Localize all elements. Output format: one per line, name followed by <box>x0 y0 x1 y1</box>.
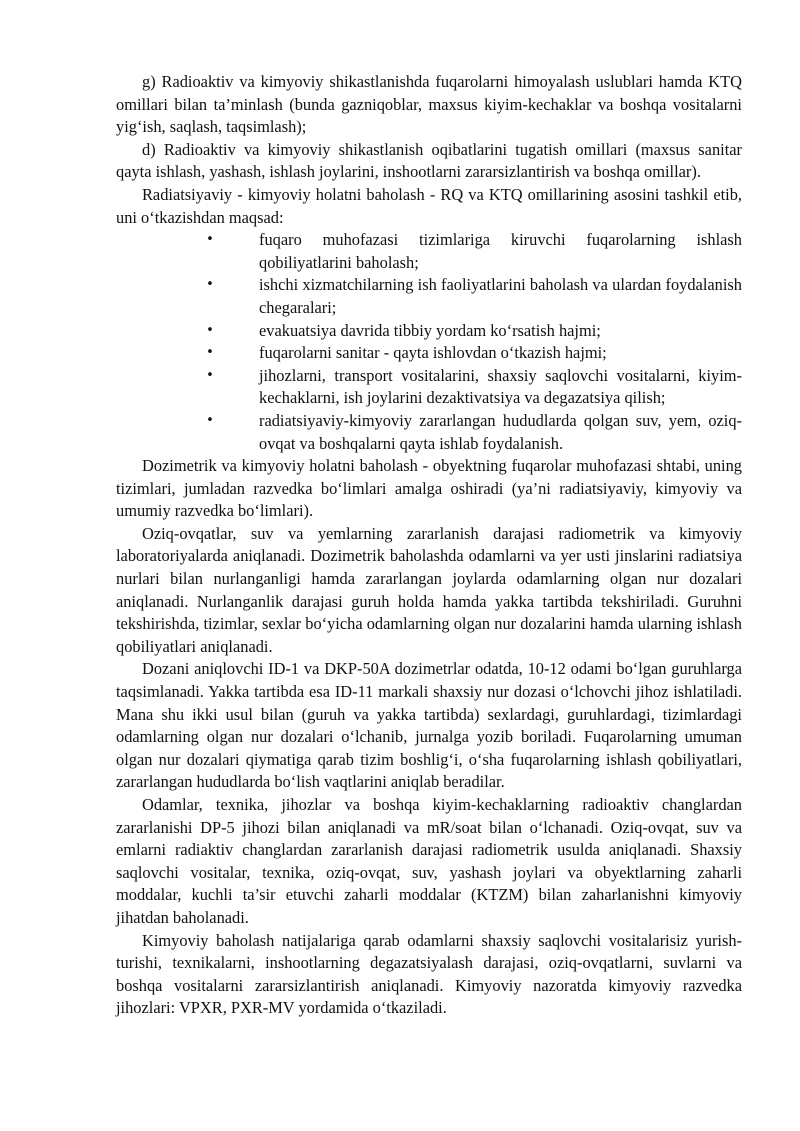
paragraph-d: d) Radioaktiv va kimyoviy shikastlanish oqibatlarini tugatish omillari (maxsus sanitar qayta ishlash, yashash, ishlash joylarini, inshootlarni zararsizlantirish va boshqa omillar). <box>116 139 742 182</box>
list-item <box>181 320 742 343</box>
list-item <box>181 365 742 410</box>
paragraph-dosimeters: Dozani aniqlovchi ID-1 va DKP-50A dozimetrlar odatda, 10-12 odami bo‘lgan guruhlarga taqsimlanadi. Yakka tartibda esa ID-11 markali shaxsiy nur dozasi o‘lchovchi jihoz ishlatiladi. Mana shu ikki usul bilan (guruh va yakka tartibda) sexlardagi, guruhlardagi, tizimlardagi odamlarning olgan nur dozalari o‘lchanib, jurnalga yozib boriladi. Fuqarolarning umuman olgan nur dozalari qiymatiga qarab tizim boshlig‘i, o‘sha fuqarolarning ishlash qobiliyatlari, zararlangan hududlarda bo‘lish vaqtlarini aniqlab beradilar. <box>116 659 742 792</box>
paragraph-laboratory-analysis: Oziq-ovqatlar, suv va yemlarning zararlanish darajasi radiometrik va kimyoviy laboratoriyalarda aniqlanadi. Dozimetrik baholashda odamlarni va yer usti jinslarini radiatsiya nurlari bilan nurlanganligi hamda zararlangan joylarda odamlarning olgan nur dozalari aniqlanadi. Nurlanganlik darajasi guruh holda hamda yakka tartibda tekshiriladi. Guruhni tekshirishda, tizimlar, sexlar bo‘yicha odamlarning olgan nur dozalarini hamda ularning ishlash qobiliyatlari aniqlanadi. <box>116 523 742 656</box>
list-item <box>181 274 742 319</box>
list-item-text: jihozlarni, transport vositalarini, shaxsiy saqlovchi vositalarni, kiyim-kechaklarni, ish joylarini dezaktivatsiya va degazatsiya qilish; <box>259 365 742 408</box>
list-item-text: ishchi xizmatchilarning ish faoliyatlarini baholash va ulardan foydalanish chegaralari; <box>259 275 742 317</box>
document-body <box>116 71 742 1020</box>
list-item-text: fuqaro muhofazasi tizimlariga kiruvchi fuqarolarning ishlash qobiliyatlarini baholash; <box>259 230 742 272</box>
list-item <box>181 229 742 274</box>
bullet-icon: • <box>206 345 214 361</box>
bullet-icon: • <box>206 412 214 428</box>
paragraph-dosimetric-assessment: Dozimetrik va kimyoviy holatni baholash - obyektning fuqarolar muhofazasi shtabi, uning tizimlari, jumladan razvedka bo‘limlari amalga oshiradi (ya’ni radiatsiyaviy, kimyoviy va umumiy razvedka bo‘limlari). <box>116 456 742 521</box>
paragraph-chemical-control: Kimyoviy baholash natijalariga qarab odamlarni shaxsiy saqlovchi vositalarisiz yurish-turishi, texnikalarni, inshootlarning degazatsiyalash darajasi, oziq-ovqatlarni, suvlarni va boshqa vositalarni zararsizlantirish aniqlanadi. Kimyoviy nazoratda kimyoviy razvedka jihozlari: VPXR, PXR-MV yordamida o‘tkaziladi. <box>116 930 742 1018</box>
paragraph-contamination: Odamlar, texnika, jihozlar va boshqa kiyim-kechaklarning radioaktiv changlardan zararlanishi DP-5 jihozi bilan aniqlanadi va mR/soat bilan o‘lchanadi. Oziq-ovqat, suv va emlarni radiaktiv changlardan zararlanish darajasi radiometrik usulda aniqlanadi. Shaxsiy saqlovchi vositalar, texnika, oziq-ovqat, suv, yashash joylari va obyektlarning zaharli moddalar, kuchli ta’sir etuvchi zaharli moddalar (KTZM) bilan zaharlanishni kimyoviy jihatdan baholanadi. <box>116 795 742 927</box>
list-item-text: fuqarolarni sanitar - qayta ishlovdan o‘tkazish hajmi; <box>259 343 607 363</box>
list-item-text: evakuatsiya davrida tibbiy yordam ko‘rsatish hajmi; <box>259 320 601 340</box>
paragraph-assessment-purpose: Radiatsiyaviy - kimyoviy holatni baholash - RQ va KTQ omillarining asosini tashkil etib, uni o‘tkazishdan maqsad: <box>116 184 742 227</box>
paragraph-g: g) Radioaktiv va kimyoviy shikastlanishda fuqarolarni himoyalash uslublari hamda KTQ omillari bilan ta’minlash (bunda gazniqoblar, maxsus kiyim-kechaklar va boshqa vositalarni yig‘ish, saqlash, taqsimlash); <box>116 72 742 137</box>
bullet-icon: • <box>206 367 214 383</box>
bullet-icon: • <box>206 232 214 248</box>
list-item-text: radiatsiyaviy-kimyoviy zararlangan hududlarda qolgan suv, yem, oziq-ovqat va boshqalarni qayta ishlab foydalanish. <box>259 410 742 453</box>
purpose-list <box>116 229 742 455</box>
list-item <box>181 410 742 455</box>
bullet-icon: • <box>206 322 214 338</box>
list-item <box>181 342 742 365</box>
bullet-icon: • <box>206 277 214 293</box>
